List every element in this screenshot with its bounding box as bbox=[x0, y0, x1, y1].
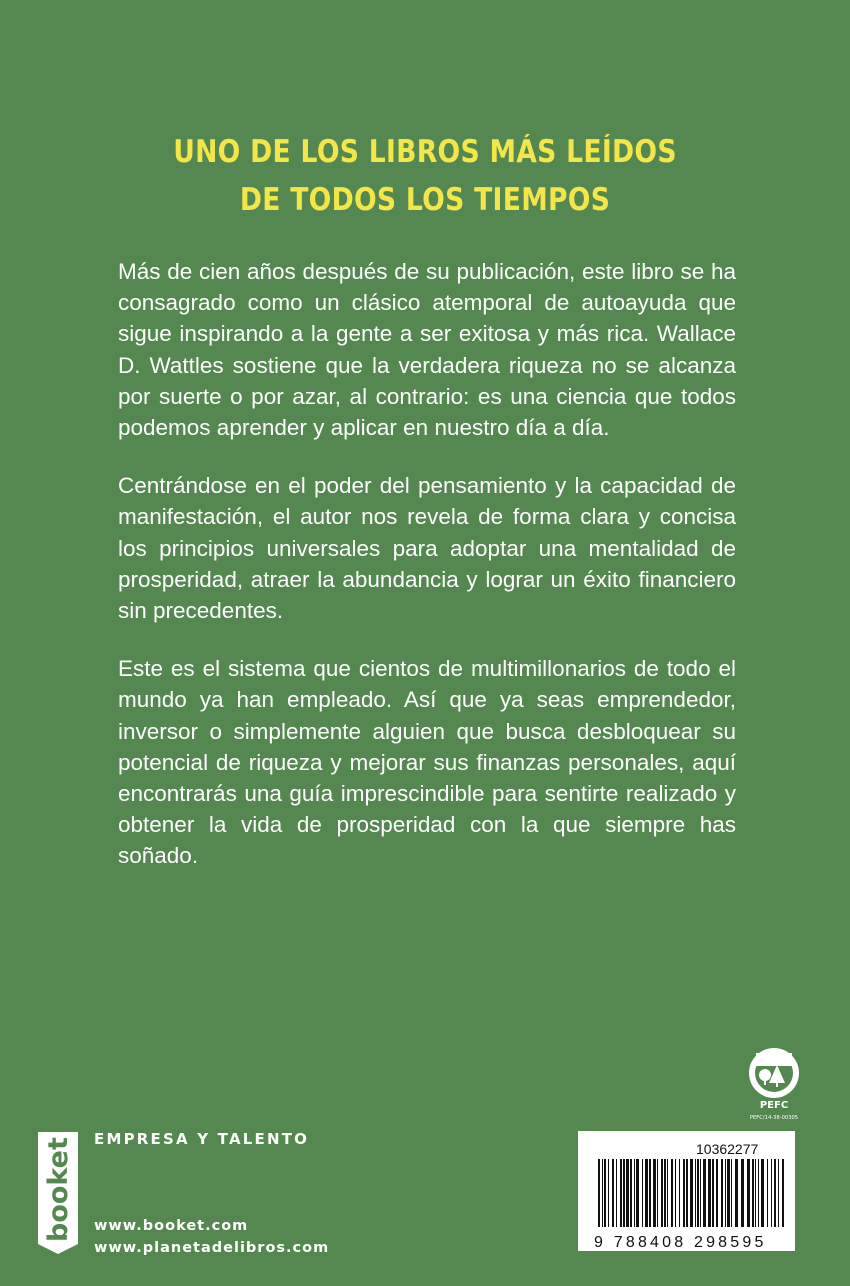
barcode-bar bbox=[708, 1159, 711, 1227]
barcode-bar bbox=[735, 1159, 738, 1227]
barcode-bar bbox=[767, 1159, 768, 1227]
barcode-bar bbox=[657, 1159, 658, 1227]
synopsis-paragraph: Este es el sistema que cientos de multimillonarios de todo el mundo ya han empleado. Así que ya seas emprendedor, inversor o simplemente alguien que busca desbloquear su potencial de riqueza y mejorar sus finanzas personales, aquí encontrarás una guía imprescindible para sentirte realizado y obtener la vida de prosperidad con la que siempre has soñado. bbox=[118, 656, 736, 869]
barcode-bar bbox=[721, 1159, 723, 1227]
barcode-bar bbox=[683, 1159, 685, 1227]
barcode-bar bbox=[697, 1159, 699, 1227]
barcode-bar bbox=[626, 1159, 629, 1227]
barcode-bar bbox=[604, 1159, 606, 1227]
pefc-code: PEFC/14-38-00305 bbox=[749, 1115, 799, 1121]
barcode-bar bbox=[731, 1159, 732, 1227]
barcode-bar bbox=[602, 1159, 603, 1227]
booket-logo-text: booket bbox=[43, 1137, 74, 1242]
barcode-bar bbox=[679, 1159, 680, 1227]
website-links bbox=[94, 1215, 329, 1259]
barcode-bar bbox=[752, 1159, 754, 1227]
barcode-bar bbox=[608, 1159, 609, 1227]
pefc-logo bbox=[744, 1045, 804, 1125]
synopsis-paragraph: Centrándose en el poder del pensamiento y la capacidad de manifestación, el autor nos revela de forma clara y concisa los principios universales para adoptar una mentalidad de prosperidad, atraer la abundancia y lograr un éxito financiero sin precedentes. bbox=[118, 473, 736, 624]
barcode-bar bbox=[712, 1159, 714, 1227]
series-name: EMPRESA Y TALENTO bbox=[94, 1130, 310, 1148]
barcode-bar bbox=[747, 1159, 750, 1227]
barcode-bar bbox=[675, 1159, 676, 1227]
pefc-name: PEFC bbox=[759, 1100, 789, 1111]
barcode-bar bbox=[778, 1159, 779, 1227]
barcode-bar bbox=[616, 1159, 617, 1227]
barcode-code: 10362277 bbox=[696, 1141, 759, 1157]
barcode-bar bbox=[703, 1159, 706, 1227]
barcode-bar bbox=[755, 1159, 756, 1227]
barcode-bar bbox=[636, 1159, 639, 1227]
planeta-url[interactable]: www.planetadelibros.com bbox=[94, 1240, 330, 1256]
barcode-bar bbox=[741, 1159, 744, 1227]
barcode-bar bbox=[642, 1159, 643, 1227]
barcode-bar bbox=[695, 1159, 696, 1227]
barcode bbox=[578, 1131, 795, 1251]
barcode-isbn-digits: 9 788408 298595 bbox=[594, 1234, 767, 1251]
barcode-bar bbox=[664, 1159, 666, 1227]
barcode-bar bbox=[725, 1159, 726, 1227]
barcode-bar bbox=[630, 1159, 632, 1227]
headline-line-2: DE TODOS LOS TIEMPOS bbox=[239, 182, 611, 218]
barcode-bar bbox=[771, 1159, 772, 1227]
barcode-bar bbox=[649, 1159, 651, 1227]
barcode-bar bbox=[653, 1159, 656, 1227]
barcode-bar bbox=[690, 1159, 693, 1227]
booket-url[interactable]: www.booket.com bbox=[94, 1218, 249, 1234]
barcode-bar bbox=[620, 1159, 622, 1227]
barcode-bar bbox=[612, 1159, 614, 1227]
booket-logo bbox=[36, 1132, 80, 1254]
barcode-bar bbox=[758, 1159, 759, 1227]
barcode-bar bbox=[774, 1159, 776, 1227]
barcode-bar bbox=[634, 1159, 635, 1227]
barcode-bar bbox=[727, 1159, 730, 1227]
barcode-bars bbox=[578, 1131, 795, 1251]
headline-line-1: UNO DE LOS LIBROS MÁS LEÍDOS bbox=[173, 134, 677, 170]
barcode-bar bbox=[661, 1159, 663, 1227]
barcode-bar bbox=[645, 1159, 648, 1227]
synopsis bbox=[118, 256, 736, 899]
barcode-bar bbox=[700, 1159, 701, 1227]
synopsis-paragraph: Más de cien años después de su publicación, este libro se ha consagrado como un clásico atemporal de autoayuda que sigue inspirando a la gente a ser exitosa y más rica. Wallace D. Wattles sostiene que la verdadera riqueza no se alcanza por suerte o por azar, al contrario: es una ciencia que todos podemos aprender y aplicar en nuestro día a día. bbox=[118, 259, 736, 441]
barcode-bar bbox=[671, 1159, 673, 1227]
barcode-bar bbox=[782, 1159, 784, 1227]
barcode-bar bbox=[761, 1159, 764, 1227]
barcode-bar bbox=[716, 1159, 718, 1227]
barcode-bar bbox=[667, 1159, 668, 1227]
barcode-bar bbox=[598, 1159, 600, 1227]
barcode-bar bbox=[623, 1159, 625, 1227]
barcode-bar bbox=[686, 1159, 688, 1227]
headline bbox=[60, 128, 791, 224]
